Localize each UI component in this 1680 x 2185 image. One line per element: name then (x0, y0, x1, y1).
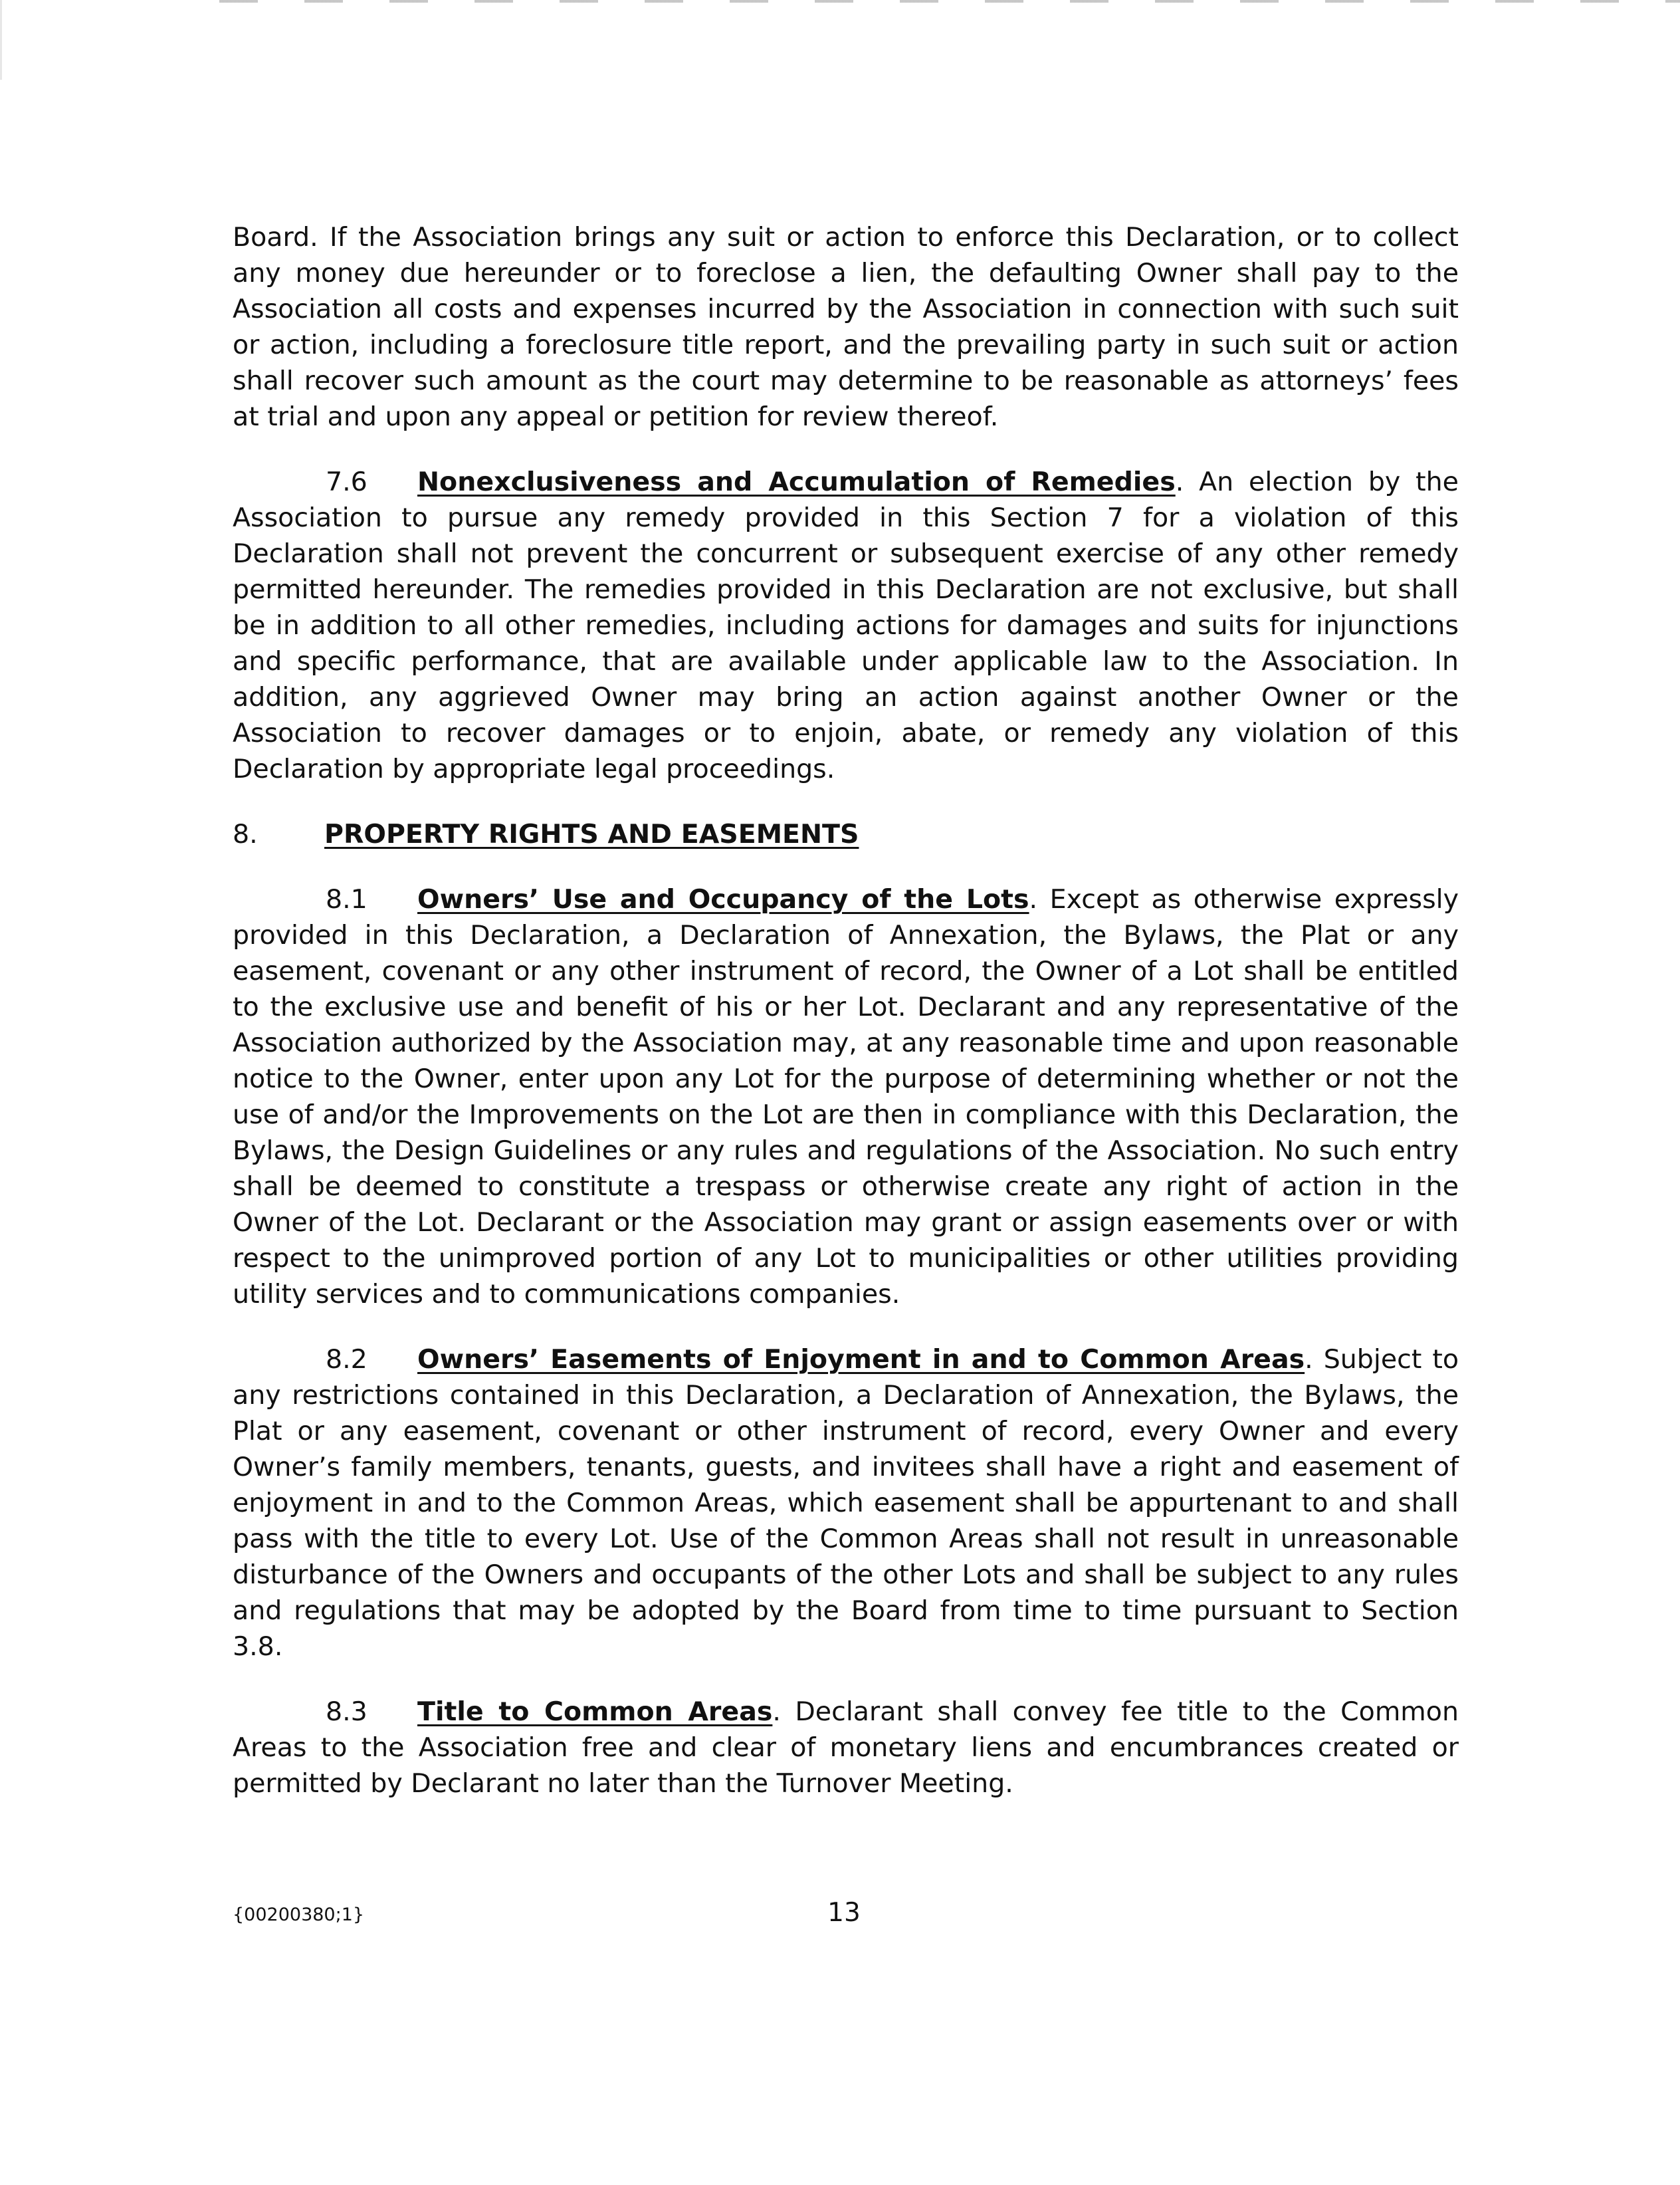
section-8-heading (233, 816, 1459, 852)
section-text: . An election by the Association to pursue any remedy provided in this Section 7 for a violation of this Declaration shall not prevent the concurrent or subsequent exercise of any other remedy permitted hereunder. The remedies provided in this Declaration are not exclusive, but shall be in addition to all other remedies, including actions for damages and suits for injunctions and specific performance, that are available under applicable law to the Association. In addition, any aggrieved Owner may bring an action against another Owner or the Association to recover damages or to enjoin, abate, or remedy any violation of this Declaration by appropriate legal proceedings. (233, 467, 1459, 784)
section-number: 8.2 (326, 1344, 368, 1375)
document-body (233, 219, 1459, 1831)
section-title: PROPERTY RIGHTS AND EASEMENTS (324, 819, 859, 850)
section-7-6 (233, 464, 1459, 787)
section-number: 8.1 (326, 884, 368, 915)
page-number: 13 (827, 1898, 861, 1928)
section-title: Owners’ Use and Occupancy of the Lots (417, 884, 1029, 915)
section-title: Nonexclusiveness and Accumulation of Remedies (417, 467, 1176, 497)
section-number: 8. (233, 819, 258, 850)
section-8-1 (233, 881, 1459, 1312)
section-text: . Except as otherwise expressly provided in this Declaration, a Declaration of Annexation, the Bylaws, the Plat or any easement, covenant or any other instrument of record, the Owner of a Lot shall be entitled to the exclusive use and benefit of his or her Lot. Declarant and any representative of the Association authorized by the Association may, at any reasonable time and upon reasonable notice to the Owner, enter upon any Lot for the purpose of determining whether or not the use of and/or the Improvements on the Lot are then in compliance with this Declaration, the Bylaws, the Design Guidelines or any rules and regulations of the Association. No such entry shall be deemed to constitute a trespass or otherwise create any right of action in the Owner of the Lot. Declarant or the Association may grant or assign easements over or with respect to the unimproved portion of any Lot to municipalities or other utilities providing utility services and to communications companies. (233, 884, 1459, 1310)
section-8-3 (233, 1694, 1459, 1801)
section-8-2 (233, 1341, 1459, 1665)
scan-artifact-edge (0, 0, 2, 80)
section-text: . Declarant shall convey fee title to the Common Areas to the Association free and clear of monetary liens and encumbrances created or permitted by Declarant no later than the Turnover Meeting. (233, 1696, 1459, 1799)
section-number: 8.3 (326, 1696, 368, 1727)
section-number: 7.6 (326, 467, 368, 497)
section-title: Owners’ Easements of Enjoyment in and to Common Areas (417, 1344, 1305, 1375)
paragraph-continuation: Board. If the Association brings any suit or action to enforce this Declaration, or to collect any money due hereunder or to foreclose a lien, the defaulting Owner shall pay to the Association all costs and expenses incurred by the Association in connection with such suit or action, including a foreclosure title report, and the prevailing party in such suit or action shall recover such amount as the court may determine to be reasonable as attorneys’ fees at trial and upon any appeal or petition for review thereof. (233, 222, 1459, 432)
section-text: . Subject to any restrictions contained in this Declaration, a Declaration of Annexation, the Bylaws, the Plat or any easement, covenant or other instrument of record, every Owner and every Owner’s family members, tenants, guests, and invitees shall have a right and easement of enjoyment in and to the Common Areas, which easement shall be appurtenant to and shall pass with the title to every Lot. Use of the Common Areas shall not result in unreasonable disturbance of the Owners and occupants of the other Lots and shall be subject to any rules and regulations that may be adopted by the Board from time to time pursuant to Section 3.8. (233, 1344, 1459, 1662)
scan-artifact-top (219, 0, 1680, 3)
document-id: {00200380;1} (233, 1904, 365, 1925)
section-title: Title to Common Areas (417, 1696, 773, 1727)
